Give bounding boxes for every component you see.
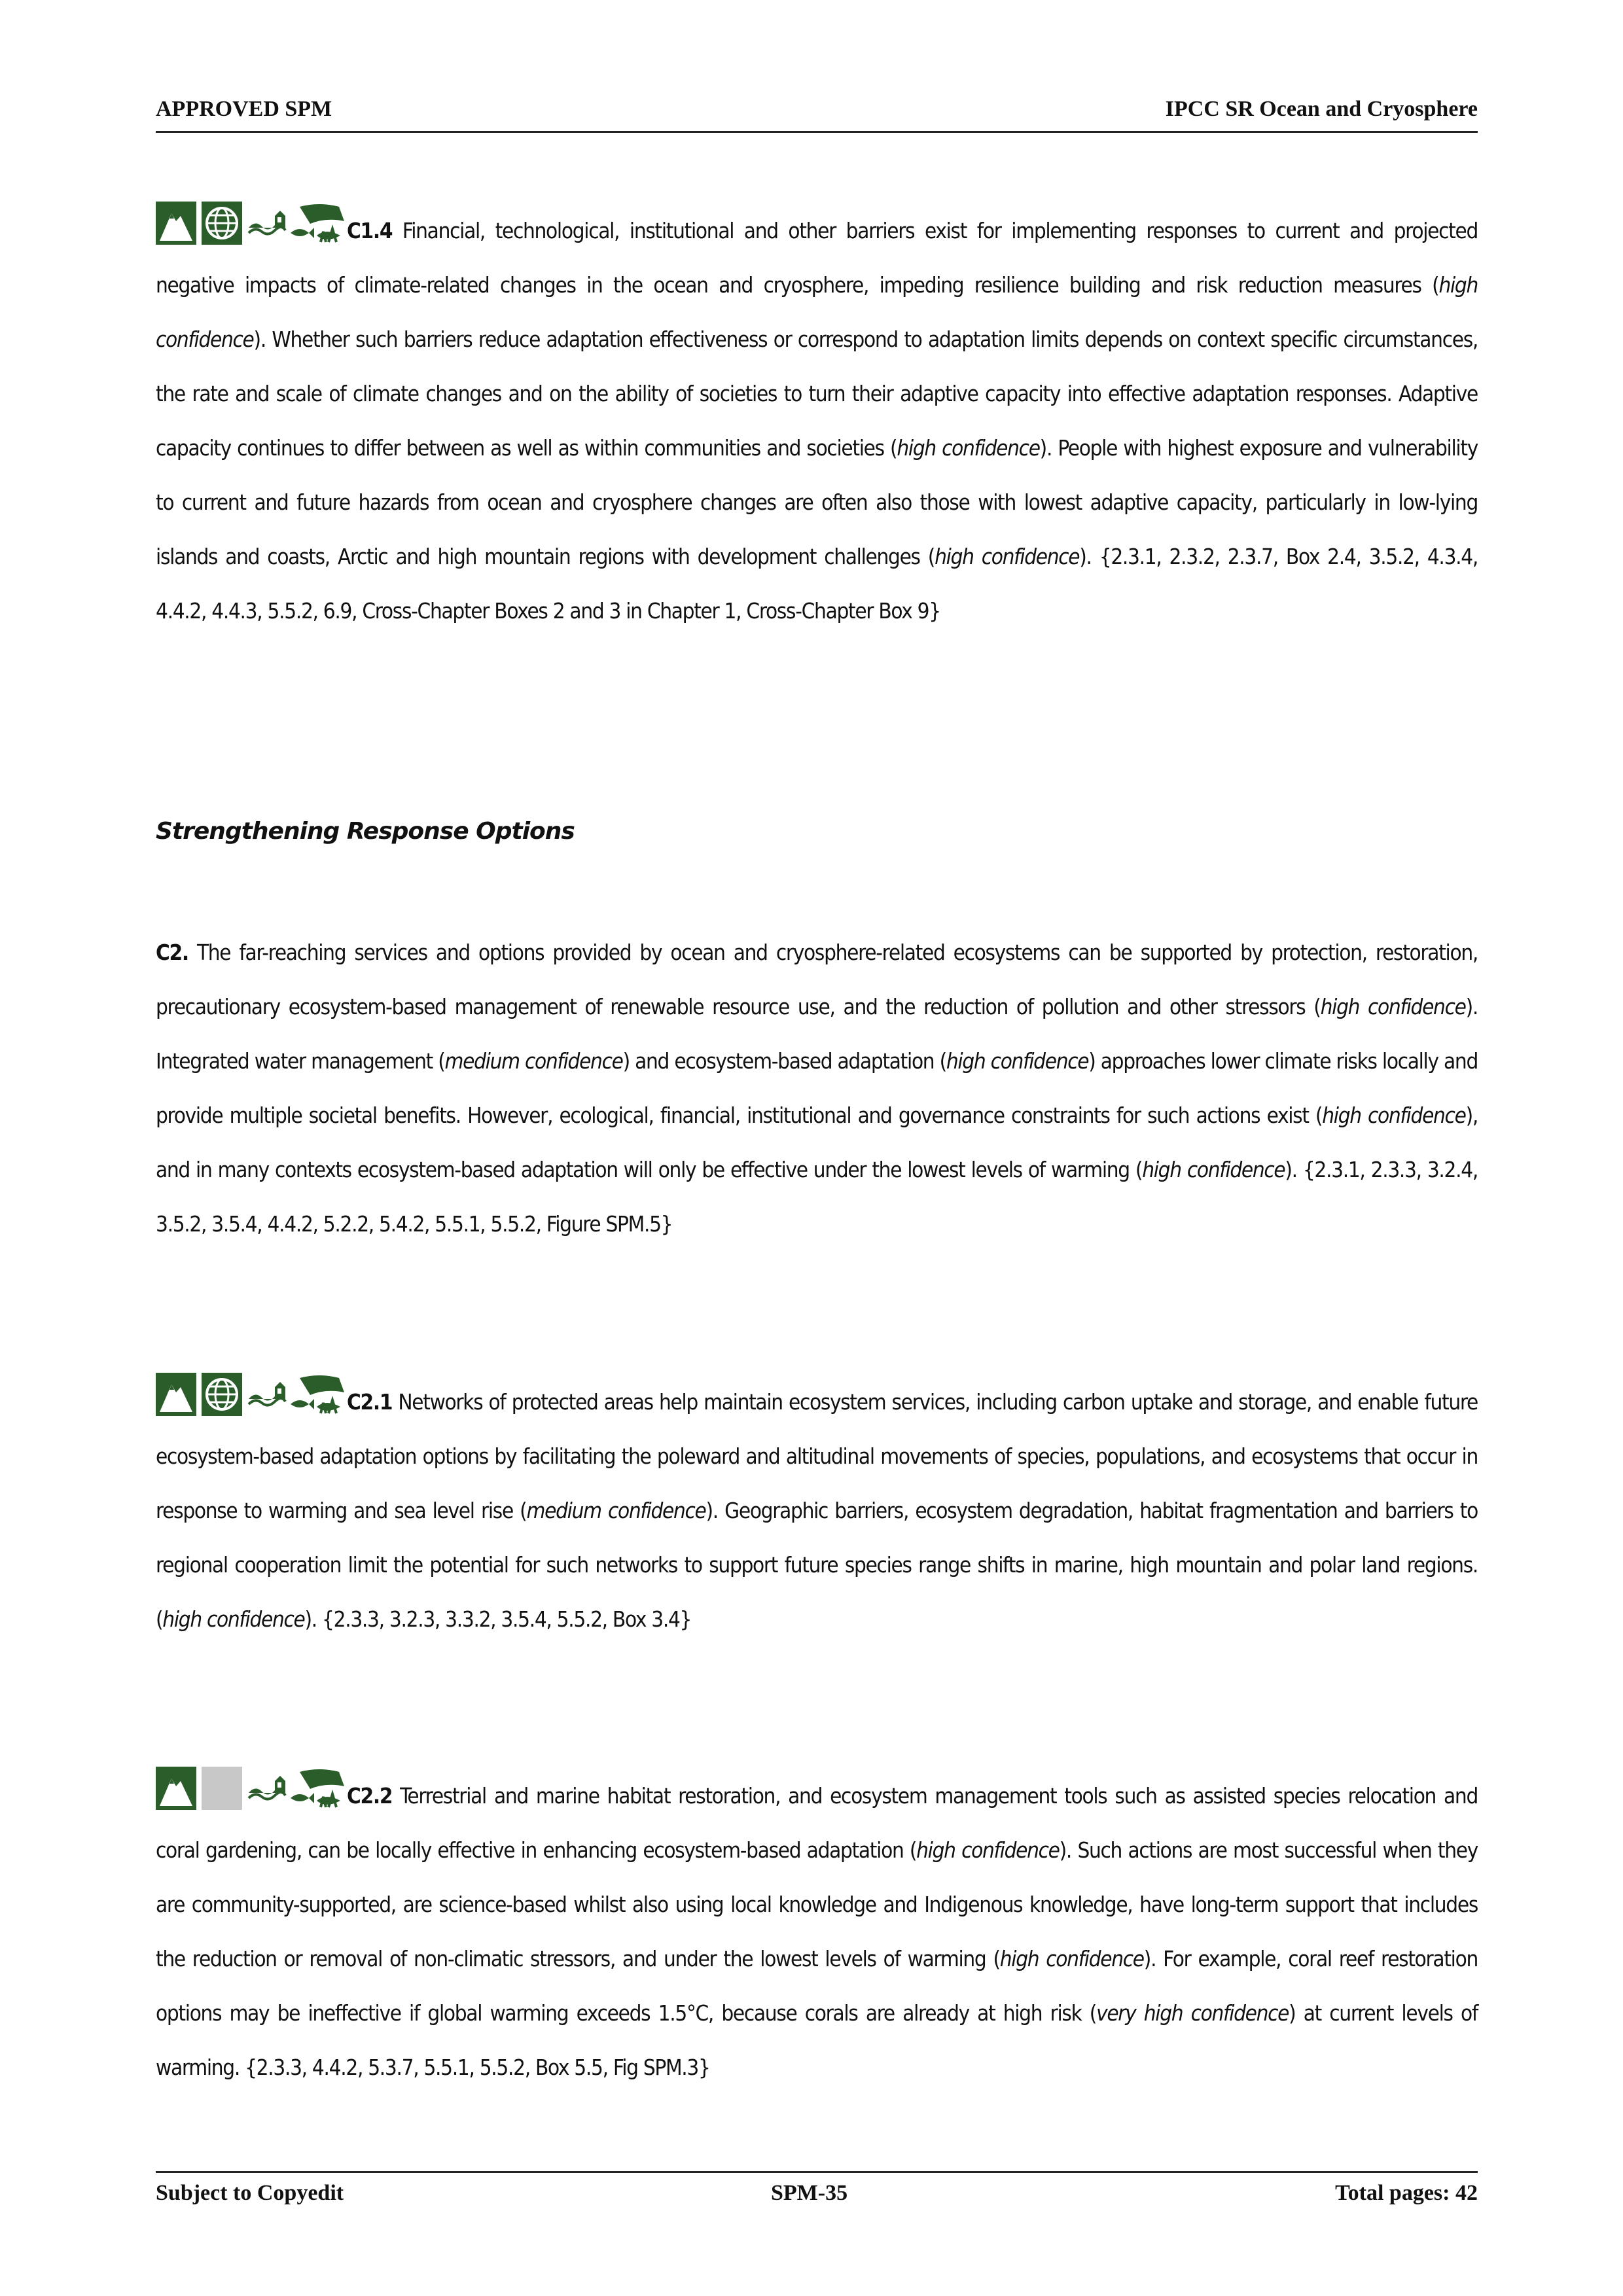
confidence-term: high confidence	[156, 272, 1478, 352]
coast-icon	[247, 1373, 287, 1412]
text-run: ). Such actions are most successful when they are community-supported, are science-based whilst also using local knowledge and Indigenous knowledge, have long-term support that includes the reduction or removal of non-climatic stressors, and under the lowest levels of warming (	[156, 1837, 1478, 1971]
paragraph-label: C2.1	[347, 1389, 393, 1415]
footer-left: Subject to Copyedit	[156, 2181, 344, 2205]
confidence-term: high confidence	[999, 1946, 1144, 1971]
text-run: ) and ecosystem-based adaptation (	[622, 1048, 946, 1074]
text-run: ). People with highest exposure and vulnerability to current and future hazards from ocean and cryosphere changes are often also those with lowest adaptive capacity, particularly in low-lying islands and coasts, Arctic and high mountain regions with development challenges (	[156, 435, 1478, 569]
text-run: The far-reaching services and options provided by ocean and cryosphere-related ecosystems can be supported by protection, restoration, precautionary ecosystem-based management of renewable resource use, and the reduction of pollution and other stressors (	[156, 940, 1478, 1019]
icon-group	[156, 1373, 346, 1416]
coast-icon	[247, 202, 287, 241]
mountain-icon	[156, 1373, 196, 1416]
confidence-term: high confidence	[897, 435, 1040, 461]
confidence-term: high confidence	[1142, 1157, 1285, 1182]
paragraph-label: C1.4	[347, 218, 393, 243]
text-run: ). Whether such barriers reduce adaptation effectiveness or correspond to adaptation limits depends on context specific circumstances, the rate and scale of climate changes and on the ability of societies to turn their adaptive capacity into effective adaptation responses. Adaptive capacity continues to differ between as well as within communities and societies (	[156, 327, 1478, 461]
text-run: ), and in many contexts ecosystem-based adaptation will only be effective under the lowest levels of warming (	[156, 1103, 1478, 1182]
confidence-term: high confidence	[946, 1048, 1089, 1074]
text-run: ) approaches lower climate risks locally and provide multiple societal benefits. However, ecological, financial, institutional and governance constraints for such actions exist (	[156, 1048, 1478, 1128]
header-left: APPROVED SPM	[156, 97, 332, 121]
icon-group	[156, 1767, 346, 1810]
fish-icon	[287, 202, 346, 245]
confidence-term: high confidence	[1322, 1103, 1466, 1128]
text-run: Financial, technological, institutional and other barriers exist for implementing responses to current and projected negative impacts of climate-related changes in the ocean and cryosphere, impeding resilience building and risk reduction measures (	[156, 218, 1478, 298]
paragraph-c1-4	[156, 202, 1478, 638]
mountain-icon	[156, 1767, 196, 1810]
confidence-term: very high confidence	[1096, 2000, 1289, 2026]
total-pages: Total pages: 42	[1335, 2181, 1478, 2205]
icon-group	[156, 202, 346, 245]
paragraph-label: C2.2	[347, 1783, 393, 1809]
text-run: ). {2.3.1, 2.3.3, 3.2.4, 3.5.2, 3.5.4, 4.4.2, 5.2.2, 5.4.2, 5.5.1, 5.5.2, Figure SPM.5}	[156, 1157, 1478, 1237]
page-footer	[156, 2171, 1478, 2205]
mountain-icon	[156, 202, 196, 245]
confidence-term: medium confidence	[526, 1498, 706, 1523]
text-run: ). {2.3.3, 3.2.3, 3.3.2, 3.5.4, 5.5.2, Box 3.4}	[304, 1606, 692, 1632]
confidence-term: high confidence	[935, 544, 1080, 569]
confidence-term: medium confidence	[444, 1048, 623, 1074]
text-run: Networks of protected areas help maintain ecosystem services, including carbon uptake and storage, and enable future ecosystem-based adaptation options by facilitating the poleward and altitudinal movements of species, populations, and ecosystems that occur in response to warming and sea level rise (	[156, 1389, 1478, 1523]
text-run: ). {2.3.1, 2.3.2, 2.3.7, Box 2.4, 3.5.2, 4.3.4, 4.4.2, 4.4.3, 5.5.2, 6.9, Cross-Chapter Boxes 2 and 3 in Chapter 1, Cross-Chapter Box 9}	[156, 544, 1478, 624]
paragraph-c2	[156, 925, 1478, 1251]
fish-icon	[287, 1373, 346, 1416]
page-header	[156, 97, 1478, 133]
text-run: ). For example, coral reef restoration options may be ineffective if global warming exceeds 1.5°C, because corals are already at high risk (	[156, 1946, 1478, 2026]
paragraph-c2-1	[156, 1373, 1478, 1646]
paragraph-c2-2	[156, 1767, 1478, 2094]
text-run: Terrestrial and marine habitat restoration, and ecosystem management tools such as assisted species relocation and coral gardening, can be locally effective in enhancing ecosystem-based adaptation (	[156, 1783, 1478, 1863]
text-run: ). Integrated water management (	[156, 994, 1478, 1074]
confidence-term: high confidence	[162, 1606, 305, 1632]
confidence-term: high confidence	[1320, 994, 1466, 1019]
globe-icon	[202, 1373, 242, 1416]
inactive-globe-icon	[202, 1767, 242, 1810]
globe-icon	[202, 202, 242, 245]
paragraph-label: C2.	[156, 940, 188, 965]
text-run: ). Geographic barriers, ecosystem degradation, habitat fragmentation and barriers to regional cooperation limit the potential for such networks to support future species range shifts in marine, high mountain and polar land regions. (	[156, 1498, 1478, 1632]
page-number: SPM-35	[771, 2181, 848, 2205]
header-right: IPCC SR Ocean and Cryosphere	[1165, 97, 1478, 121]
section-title: Strengthening Response Options	[156, 818, 575, 845]
confidence-term: high confidence	[916, 1837, 1060, 1863]
text-run: ) at current levels of warming. {2.3.3, 4.4.2, 5.3.7, 5.5.1, 5.5.2, Box 5.5, Fig SPM.3}	[156, 2000, 1478, 2080]
fish-icon	[287, 1767, 346, 1810]
coast-icon	[247, 1767, 287, 1806]
